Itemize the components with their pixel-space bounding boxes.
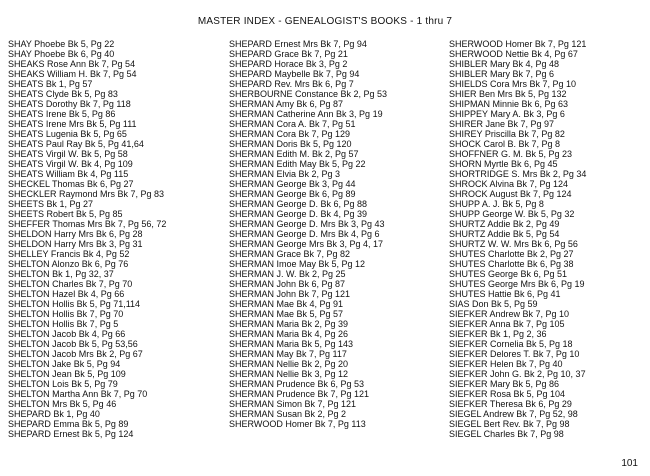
index-entry: SHEPARD Rev. Mrs Bk 6, Pg 7: [229, 79, 354, 89]
index-entry: SHUTES George Bk 6, Pg 51: [449, 269, 568, 279]
index-column-1: [8, 39, 223, 439]
index-entry: SHERMAN Elvia Bk 2, Pg 3: [229, 169, 341, 179]
index-entry: SHOCK Carol B. Bk 7, Pg 8: [449, 139, 561, 149]
index-entry: SHEATS Bk 1, Pg 57: [8, 79, 93, 89]
index-entry: SHEAKS Rose Ann Bk 7, Pg 54: [8, 59, 136, 69]
index-entry: SHROCK August Bk 7, Pg 124: [449, 189, 572, 199]
index-entry: SHEAKS William H. Bk 7, Pg 54: [8, 69, 137, 79]
index-entry: SHUPP A. J. Bk 5, Pg 8: [449, 199, 544, 209]
index-entry: SHIPMAN Minnie Bk 6, Pg 63: [449, 99, 569, 109]
index-entry: SHERMAN Nellie Bk 2, Pg 20: [229, 359, 349, 369]
index-entry: SHELTON Jacob Bk 5, Pg 53,56: [8, 339, 138, 349]
index-entry: SHERMAN George D. Bk 4, Pg 39: [229, 209, 368, 219]
index-entry: SHERMAN George D. Mrs Bk 3, Pg 43: [229, 219, 385, 229]
index-entry: SHERMAN George Bk 6, Pg 89: [229, 189, 356, 199]
index-entry: SHERMAN Simon Bk 7, Pg 121: [229, 399, 357, 409]
index-entry: SHIREY Priscilla Bk 7, Pg 82: [449, 129, 565, 139]
index-entry: SIAS Don Bk 5, Pg 59: [449, 299, 538, 309]
index-entry: SIEFKER Bk 1, Pg 2, 36: [449, 329, 547, 339]
index-entry: SHERMAN Susan Bk 2, Pg 2: [229, 409, 347, 419]
index-entry: SHERWOOD Nettie Bk 4, Pg 67: [449, 49, 578, 59]
index-entry: SHELTON Jacob Mrs Bk 2, Pg 67: [8, 349, 143, 359]
index-entry: SHEETS Bk 1, Pg 27: [8, 199, 94, 209]
index-entry: SHEPARD Emma Bk 5, Pg 89: [8, 419, 129, 429]
index-entry: SHIBLER Mary Bk 7, Pg 6: [449, 69, 555, 79]
index-entry: SHERMAN Grace Bk 7, Pg 82: [229, 249, 351, 259]
index-entry: SHROCK Alvina Bk 7, Pg 124: [449, 179, 569, 189]
index-entry: SHEATS Virgil W. Bk 4, Pg 109: [8, 159, 133, 169]
index-entry: SHERMAN Catherine Ann Bk 3, Pg 19: [229, 109, 383, 119]
index-entry: SHELDON Harry Mrs Bk 6, Pg 28: [8, 229, 143, 239]
index-entry: SHELTON Jake Bk 5, Pg 94: [8, 359, 121, 369]
index-entry: SHEATS Clyde Bk 5, Pg 83: [8, 89, 118, 99]
index-entry: SHEATS Paul Ray Bk 5, Pg 41,64: [8, 139, 144, 149]
index-entry: SIEFKER Theresa Bk 6, Pg 29: [449, 399, 572, 409]
index-entry: SHERMAN John Bk 6, Pg 87: [229, 279, 346, 289]
index-entry: SHUTES Hattie Bk 6, Pg 41: [449, 289, 561, 299]
index-entry: SHERBOURNE Constance Bk 2, Pg 53: [229, 89, 388, 99]
index-entry: SHECKEL Thomas Bk 6, Pg 27: [8, 179, 134, 189]
index-entry: SHEATS Irene Bk 5, Pg 86: [8, 109, 116, 119]
index-entry: SHERMAN Cora Bk 7, Pg 129: [229, 129, 351, 139]
index-entry: SIEFKER Delores T. Bk 7, Pg 10: [449, 349, 580, 359]
index-entry: SHEPARD Bk 1, Pg 40: [8, 409, 100, 419]
index-entry: SHERMAN Cora A. Bk 7, Pg 51: [229, 119, 356, 129]
index-entry: SHERMAN Maria Bk 2, Pg 39: [229, 319, 349, 329]
index-entry: SHERWOOD Homer Bk 7, Pg 121: [449, 39, 587, 49]
index-entry: SHURTZ Addie Bk 2, Pg 49: [449, 219, 560, 229]
index-entry: SHELTON Mrs Bk 5, Pg 46: [8, 399, 117, 409]
index-entry: SHEATS Dorothy Bk 7, Pg 118: [8, 99, 131, 109]
index-entry: SHUTES Charlotte Bk 6, Pg 38: [449, 259, 574, 269]
index-entry: SIEFKER Rosa Bk 5, Pg 104: [449, 389, 566, 399]
index-entry: SHELTON Hollis Bk 5, Pg 71,114: [8, 299, 141, 309]
index-entry: SHERMAN Amy Bk 6, Pg 87: [229, 99, 344, 109]
index-entry: SHURTZ Addie Bk 5, Pg 54: [449, 229, 560, 239]
index-entry: SHEPARD Horace Bk 3, Pg 2: [229, 59, 348, 69]
index-entry: SHURTZ W. W. Mrs Bk 6, Pg 56: [449, 239, 578, 249]
index-entry: SHEATS Irene Mrs Bk 5, Pg 111: [8, 119, 137, 129]
index-entry: SHEPARD Maybelle Bk 7, Pg 94: [229, 69, 360, 79]
index-entry: SHERMAN Mae Bk 4, Pg 91: [229, 299, 344, 309]
index-entry: SHUPP George W. Bk 5, Pg 32: [449, 209, 575, 219]
index-column-3: [449, 39, 644, 439]
index-entry: SHUTES George Mrs Bk 6, Pg 19: [449, 279, 585, 289]
index-entry: SHERMAN Edith May Bk 5, Pg 22: [229, 159, 366, 169]
index-entry: SHERMAN Prudence Bk 6, Pg 53: [229, 379, 365, 389]
index-entry: SHERMAN J. W. Bk 2, Pg 25: [229, 269, 346, 279]
index-entry: SHERMAN Nellie Bk 3, Pg 12: [229, 369, 349, 379]
index-entry: SHELTON Hollis Bk 7, Pg 5: [8, 319, 119, 329]
index-entry: SHEATS William Bk 4, Pg 115: [8, 169, 129, 179]
index-entry: SHERMAN George D. Bk 6, Pg 88: [229, 199, 368, 209]
index-entry: SHORN Myrtle Bk 6, Pg 45: [449, 159, 558, 169]
index-entry: SHOFFNER G. M. Bk 5, Pg 23: [449, 149, 573, 159]
index-entry: SIEFKER Cornelia Bk 5, Pg 18: [449, 339, 573, 349]
index-entry: SHELTON Martha Ann Bk 7, Pg 70: [8, 389, 148, 399]
index-entry: SHAY Phoebe Bk 6, Pg 40: [8, 49, 115, 59]
index-entry: SHERMAN Mae Bk 5, Pg 57: [229, 309, 344, 319]
index-entry: SIEFKER John G. Bk 2, Pg 10, 37: [449, 369, 586, 379]
index-entry: SHIBLER Mary Bk 4, Pg 48: [449, 59, 560, 69]
index-entry: SHIRER Jane Bk 7, Pg 97: [449, 119, 555, 129]
index-entry: SHEPARD Ernest Bk 5, Pg 124: [8, 429, 134, 439]
index-entry: SHELDON Harry Mrs Bk 3, Pg 31: [8, 239, 143, 249]
index-entry: SHERWOOD Homer Bk 7, Pg 113: [229, 419, 366, 429]
index-entry: SHERMAN John Bk 7, Pg 121: [229, 289, 351, 299]
index-entry: SHELTON Lois Bk 5, Pg 79: [8, 379, 118, 389]
index-entry: SHERMAN Maria Bk 4, Pg 26: [229, 329, 349, 339]
index-entry: SIEFKER Mary Bk 5, Pg 86: [449, 379, 560, 389]
index-entry: SHEPARD Grace Bk 7, Pg 21: [229, 49, 348, 59]
index-entry: SHELTON Hazel Bk 4, Pg 66: [8, 289, 125, 299]
index-entry: SHELTON Jacob Bk 4, Pg 66: [8, 329, 126, 339]
index-entry: SHORTRIDGE S. Mrs Bk 2, Pg 34: [449, 169, 587, 179]
page-number: 101: [621, 458, 638, 469]
index-entry: SHELLEY Francis Bk 4, Pg 52: [8, 249, 130, 259]
index-entry: SHIPPEY Mary A. Bk 3, Pg 6: [449, 109, 565, 119]
index-entry: SHERMAN Prudence Bk 7, Pg 121: [229, 389, 370, 399]
page-title: MASTER INDEX - GENEALOGIST'S BOOKS - 1 thru 7: [197, 16, 453, 27]
index-entry: SHEATS Lugenia Bk 5, Pg 65: [8, 129, 127, 139]
index-entry: SIEFKER Andrew Bk 7, Pg 10: [449, 309, 570, 319]
index-entry: SHUTES Charlotte Bk 2, Pg 27: [449, 249, 574, 259]
index-entry: SHIELDS Cora Mrs Bk 7, Pg 10: [449, 79, 577, 89]
index-entry: SHAY Phoebe Bk 5, Pg 22: [8, 39, 115, 49]
index-entry: SHERMAN Doris Bk 5, Pg 120: [229, 139, 352, 149]
index-entry: SHECKLER Raymond Mrs Bk 7, Pg 83: [8, 189, 165, 199]
index-entry: SHERMAN George Mrs Bk 3, Pg 4, 17: [229, 239, 384, 249]
index-entry: SHERMAN Imoe May Bk 5, Pg 12: [229, 259, 366, 269]
index-entry: SHELTON Charles Bk 7, Pg 70: [8, 279, 133, 289]
index-entry: SHEPARD Ernest Mrs Bk 7, Pg 94: [229, 39, 367, 49]
index-entry: SHERMAN George Bk 3, Pg 44: [229, 179, 356, 189]
index-entry: SHERMAN George D. Mrs Bk 4, Pg 6: [229, 229, 380, 239]
index-entry: SHEETS Robert Bk 5, Pg 85: [8, 209, 123, 219]
index-entry: SHEFFER Thomas Mrs Bk 7, Pg 56, 72: [8, 219, 167, 229]
index-entry: SIEGEL Andrew Bk 7, Pg 52, 98: [449, 409, 578, 419]
index-entry: SHEATS Virgil W. Bk 5, Pg 58: [8, 149, 128, 159]
index-entry: SHELTON Bk 1, Pg 32, 37: [8, 269, 114, 279]
index-entry: SIEGEL Bert Rev. Bk 7, Pg 98: [449, 419, 570, 429]
index-entry: SHERMAN Edith M. Bk 2, Pg 57: [229, 149, 359, 159]
index-entry: SHERMAN May Bk 7, Pg 117: [229, 349, 347, 359]
index-entry: SHELTON Hollis Bk 7, Pg 70: [8, 309, 124, 319]
index-column-2: [229, 39, 444, 429]
index-entry: SHELTON Alonzo Bk 6, Pg 76: [8, 259, 129, 269]
index-entry: SIEGEL Charles Bk 7, Pg 98: [449, 429, 564, 439]
index-entry: SHELTON Jean Bk 5, Pg 109: [8, 369, 126, 379]
index-entry: SIEFKER Helen Bk 7, Pg 40: [449, 359, 563, 369]
index-entry: SIEFKER Anna Bk 7, Pg 105: [449, 319, 565, 329]
index-entry: SHERMAN Maria Bk 5, Pg 143: [229, 339, 354, 349]
index-entry: SHIER Ben Mrs Bk 5, Pg 132: [449, 89, 567, 99]
